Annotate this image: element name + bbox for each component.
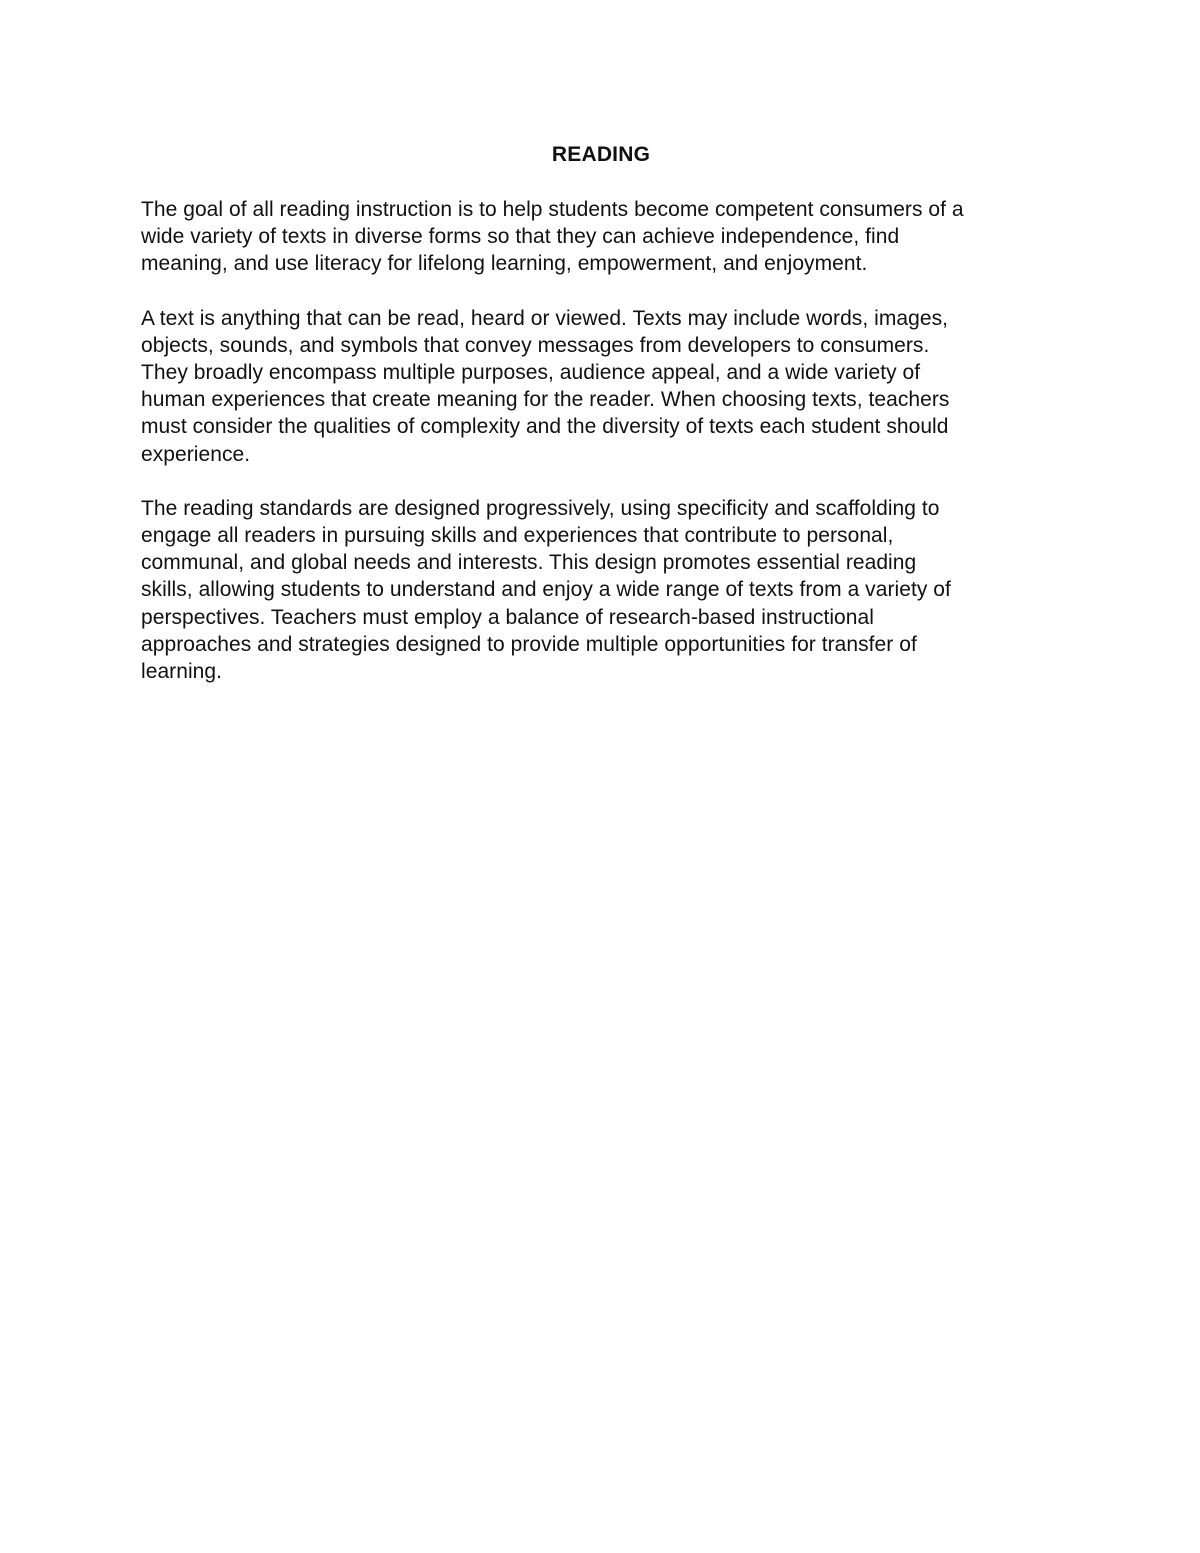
paragraph-line: engage all readers in pursuing skills and experiences that contribute to personal,	[141, 524, 894, 548]
paragraph-line: must consider the qualities of complexity and the diversity of texts each student should	[141, 415, 949, 439]
paragraph-text-definition	[141, 305, 1061, 468]
paragraph-reading-goal	[141, 196, 1061, 278]
paragraph-line: They broadly encompass multiple purposes, audience appeal, and a wide variety of	[141, 361, 921, 385]
paragraph-line: learning.	[141, 660, 223, 684]
paragraph-line: approaches and strategies designed to provide multiple opportunities for transfer of	[141, 632, 917, 656]
paragraph-line: The reading standards are designed progressively, using specificity and scaffolding to	[141, 496, 940, 520]
paragraph-line: experience.	[141, 442, 251, 466]
paragraph-reading-standards	[141, 495, 1061, 685]
paragraph-line: skills, allowing students to understand and enjoy a wide range of texts from a variety of	[141, 578, 951, 602]
document-content	[141, 141, 1061, 712]
paragraph-line: wide variety of texts in diverse forms so that they can achieve independence, find	[141, 225, 900, 249]
paragraph-line: The goal of all reading instruction is to help students become competent consumers of a	[141, 198, 964, 221]
paragraph-line: A text is anything that can be read, heard or viewed. Texts may include words, images,	[141, 306, 949, 330]
paragraph-line: perspectives. Teachers must employ a balance of research-based instructional	[141, 605, 874, 629]
paragraph-line: objects, sounds, and symbols that convey messages from developers to consumers.	[141, 333, 930, 357]
paragraph-line: communal, and global needs and interests. This design promotes essential reading	[141, 551, 917, 575]
paragraph-line: human experiences that create meaning for the reader. When choosing texts, teachers	[141, 388, 950, 412]
document-title: READING	[551, 143, 651, 166]
paragraph-line: meaning, and use literacy for lifelong learning, empowerment, and enjoyment.	[141, 252, 868, 276]
